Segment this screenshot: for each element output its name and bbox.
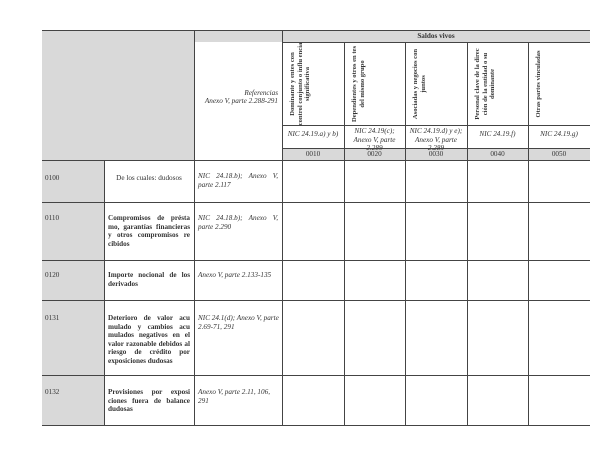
row-label-0110: Compromisos de présta mo, garantías financieras y otros compromisos re cibidos: [108, 214, 190, 248]
column-title-0030: Asociadas y negocios con juntos: [412, 48, 427, 120]
grid-line-top: [42, 30, 590, 31]
row-ref-0110: NIC 24.18.b); Anexo V, parte 2.290: [198, 214, 278, 231]
row-ref-0132: Anexo V, parte 2.11, 106, 291: [198, 388, 270, 405]
grid-line-row-3: [42, 300, 590, 301]
row-code-0132: 0132: [45, 388, 60, 396]
column-ref-0010: NIC 24.19.a) y b): [287, 130, 339, 138]
grid-vline-col4: [528, 42, 529, 425]
references-title: Referencias: [244, 89, 278, 97]
row-label-0132: Provisiones por exposi ciones fuera de balance dudosas: [108, 388, 190, 414]
row-code-0100: 0100: [45, 174, 60, 182]
grid-line-header-bottom: [42, 160, 590, 161]
row-code-0110: 0110: [45, 214, 60, 222]
row-ref-0131: NIC 24.1(d); Anexo V, parte 2.69-71, 291: [198, 314, 279, 331]
grid-vline-code: [104, 160, 105, 425]
row-ref-0120: Anexo V, parte 2.133-135: [198, 271, 272, 279]
column-title-0020: Dependientes y otros en tes del mismo grupo: [351, 45, 366, 123]
grid-vline-col1: [344, 42, 345, 425]
row-label-0120: Importe nocional de los derivados: [108, 271, 190, 288]
row-code-0120: 0120: [45, 271, 60, 279]
grid-line-row-1: [42, 202, 590, 203]
grid-vline-ref: [282, 30, 283, 425]
column-ref-0050: NIC 24.19.g): [540, 130, 578, 138]
grid-vline-col2: [405, 42, 406, 425]
column-ref-0040: NIC 24.19.f): [479, 130, 516, 138]
row-code-0131: 0131: [45, 314, 60, 322]
header-corner-cell: [42, 30, 194, 160]
column-title-0010: Dominante y entes con control conjunto o influ encia significativa: [289, 42, 312, 126]
column-ref-0030: NIC 24.19.d) y e); Anexo V, parte 2.289: [409, 127, 463, 153]
column-ref-0020: NIC 24.19(c); Anexo V, parte 2.289: [353, 127, 396, 153]
column-code-0040: 0040: [490, 150, 505, 158]
row-code-column: [42, 160, 104, 425]
grid-line-row-2: [42, 260, 590, 261]
grid-line-bottom: [42, 425, 590, 426]
group-title: Saldos vivos: [417, 32, 455, 40]
column-title-0040: Personal clave de la direc ción de la entidad o su dominante: [474, 48, 497, 120]
row-ref-0100: NIC 24.18.b); Anexo V, parte 2.117: [198, 172, 278, 189]
row-label-0100: De los cuales: dudosos: [116, 174, 182, 182]
grid-line-row-4: [42, 375, 590, 376]
column-code-0050: 0050: [551, 150, 567, 158]
row-label-0131: Deterioro de valor acu mulado y cambios acu mulados negativos en el valor razonable debidos al riesgo de crédito por exposiciones dudosas: [108, 314, 190, 365]
column-code-0010: 0010: [305, 150, 321, 158]
column-code-0020: 0020: [367, 150, 382, 158]
column-title-0050: Otras partes vinculadas: [535, 50, 542, 118]
references-subtitle: Anexo V, parte 2.288-291: [204, 97, 278, 105]
column-code-0030: 0030: [428, 150, 444, 158]
grid-vline-col3: [467, 42, 468, 425]
